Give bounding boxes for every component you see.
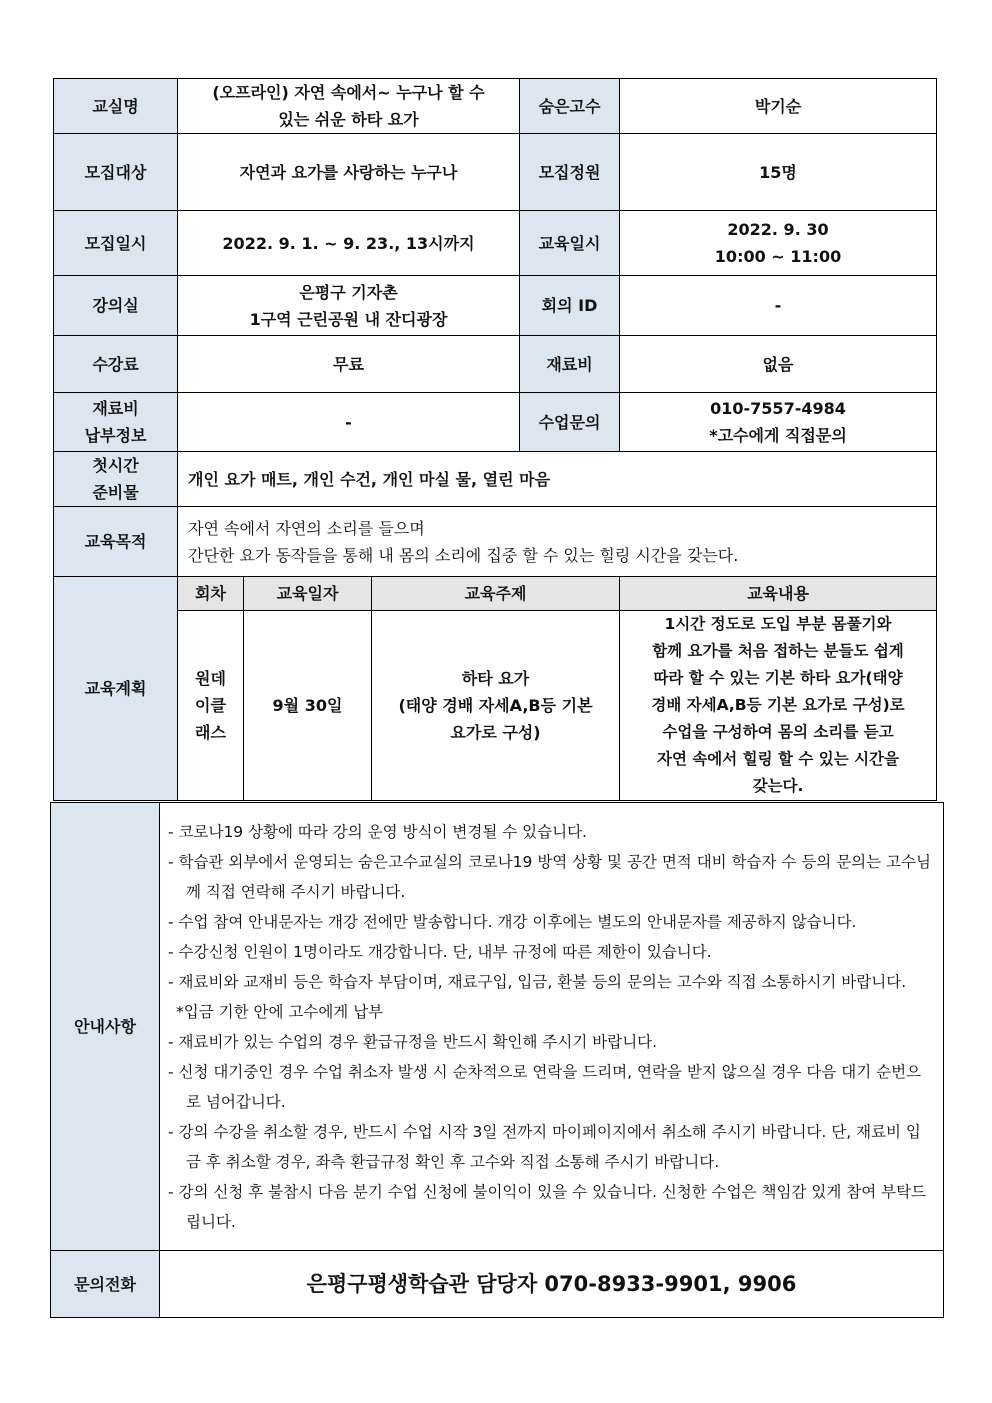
notice-label: 안내사항 (51, 803, 160, 1251)
notice-item: *입금 기한 안에 고수에게 납부 (176, 1002, 384, 1021)
material-pay-value: - (178, 393, 520, 452)
prep-label: 첫시간 준비물 (54, 452, 178, 507)
inquiry-value: 010-7557-4984 *고수에게 직접문의 (620, 393, 937, 452)
course-info-table (53, 78, 937, 801)
notice-item: - 강의 신청 후 불참시 다음 분기 수업 신청에 불이익이 있을 수 있습니다. 신청한 수업은 책임감 있게 참여 부탁드립니다. (168, 1182, 927, 1231)
plan-session: 원데 이클 래스 (178, 611, 244, 801)
teacher-label: 숨은고수 (520, 79, 620, 134)
prep-value: 개인 요가 매트, 개인 수건, 개인 마실 물, 열린 마음 (178, 452, 937, 507)
capacity-label: 모집정원 (520, 134, 620, 211)
plan-header-session: 회차 (178, 577, 244, 611)
edu-date-label: 교육일시 (520, 211, 620, 276)
goal-value: 자연 속에서 자연의 소리를 들으며 간단한 요가 동작들을 통해 내 몸의 소리에 집중 할 수 있는 힐링 시간을 갖는다. (178, 507, 937, 577)
room-value: 은평구 기자촌 1구역 근린공원 내 잔디광장 (178, 276, 520, 336)
inquiry-label: 수업문의 (520, 393, 620, 452)
recruit-label: 모집일시 (54, 211, 178, 276)
plan-content: 1시간 정도로 도입 부분 몸풀기와 함께 요가를 처음 접하는 분들도 쉽게 따라 할 수 있는 기본 하타 요가(태양 경배 자세A,B등 기본 요가로 구성)로 수업을 구성하여 몸의 소리를 듣고 자연 속에서 힐링 할 수 있는 시간을 갖는다. (620, 611, 937, 801)
edu-date-value: 2022. 9. 30 10:00 ~ 11:00 (620, 211, 937, 276)
meeting-id-label: 회의 ID (520, 276, 620, 336)
contact-label: 문의전화 (51, 1251, 160, 1318)
material-value: 없음 (620, 336, 937, 393)
plan-header-topic: 교육주제 (372, 577, 620, 611)
notice-item: - 수업 참여 안내문자는 개강 전에만 발송합니다. 개강 이후에는 별도의 안내문자를 제공하지 않습니다. (168, 912, 857, 931)
notice-list (160, 803, 944, 1251)
target-value: 자연과 요가를 사랑하는 누구나 (178, 134, 520, 211)
notice-table (50, 802, 944, 1318)
plan-label: 교육계획 (54, 577, 178, 801)
class-name-label: 교실명 (54, 79, 178, 134)
meeting-id-value: - (620, 276, 937, 336)
notice-item: - 강의 수강을 취소할 경우, 반드시 수업 시작 3일 전까지 마이페이지에서 취소해 주시기 바랍니다. 단, 재료비 입금 후 취소할 경우, 좌측 환급규정 확인 후 고수와 직접 소통해 주시기 바랍니다. (168, 1122, 921, 1171)
notice-item: - 학습관 외부에서 운영되는 숨은고수교실의 코로나19 방역 상황 및 공간 면적 대비 학습자 수 등의 문의는 고수님께 직접 연락해 주시기 바랍니다. (168, 852, 931, 901)
notice-item: - 신청 대기중인 경우 수업 취소자 발생 시 순차적으로 연락을 드리며, 연락을 받지 않으실 경우 다음 대기 순번으로 넘어갑니다. (168, 1062, 922, 1111)
goal-label: 교육목적 (54, 507, 178, 577)
fee-value: 무료 (178, 336, 520, 393)
plan-topic: 하타 요가 (태양 경배 자세A,B등 기본 요가로 구성) (372, 611, 620, 801)
material-pay-label: 재료비 납부정보 (54, 393, 178, 452)
material-label: 재료비 (520, 336, 620, 393)
contact-phone: 은평구평생학습관 담당자 070-8933-9901, 9906 (160, 1251, 944, 1318)
capacity-value: 15명 (620, 134, 937, 211)
room-label: 강의실 (54, 276, 178, 336)
recruit-value: 2022. 9. 1. ~ 9. 23., 13시까지 (178, 211, 520, 276)
notice-item: - 코로나19 상황에 따라 강의 운영 방식이 변경될 수 있습니다. (168, 822, 587, 841)
plan-header-date: 교육일자 (244, 577, 372, 611)
teacher-name: 박기순 (620, 79, 937, 134)
target-label: 모집대상 (54, 134, 178, 211)
plan-header-content: 교육내용 (620, 577, 937, 611)
notice-item: - 재료비와 교재비 등은 학습자 부담이며, 재료구입, 입금, 환불 등의 문의는 고수와 직접 소통하시기 바랍니다. (168, 972, 907, 991)
plan-date: 9월 30일 (244, 611, 372, 801)
class-name: (오프라인) 자연 속에서~ 누구나 할 수 있는 쉬운 하타 요가 (178, 79, 520, 134)
notice-item: - 수강신청 인원이 1명이라도 개강합니다. 단, 내부 규정에 따른 제한이 있습니다. (168, 942, 712, 961)
fee-label: 수강료 (54, 336, 178, 393)
notice-item: - 재료비가 있는 수업의 경우 환급규정을 반드시 확인해 주시기 바랍니다. (168, 1032, 658, 1051)
